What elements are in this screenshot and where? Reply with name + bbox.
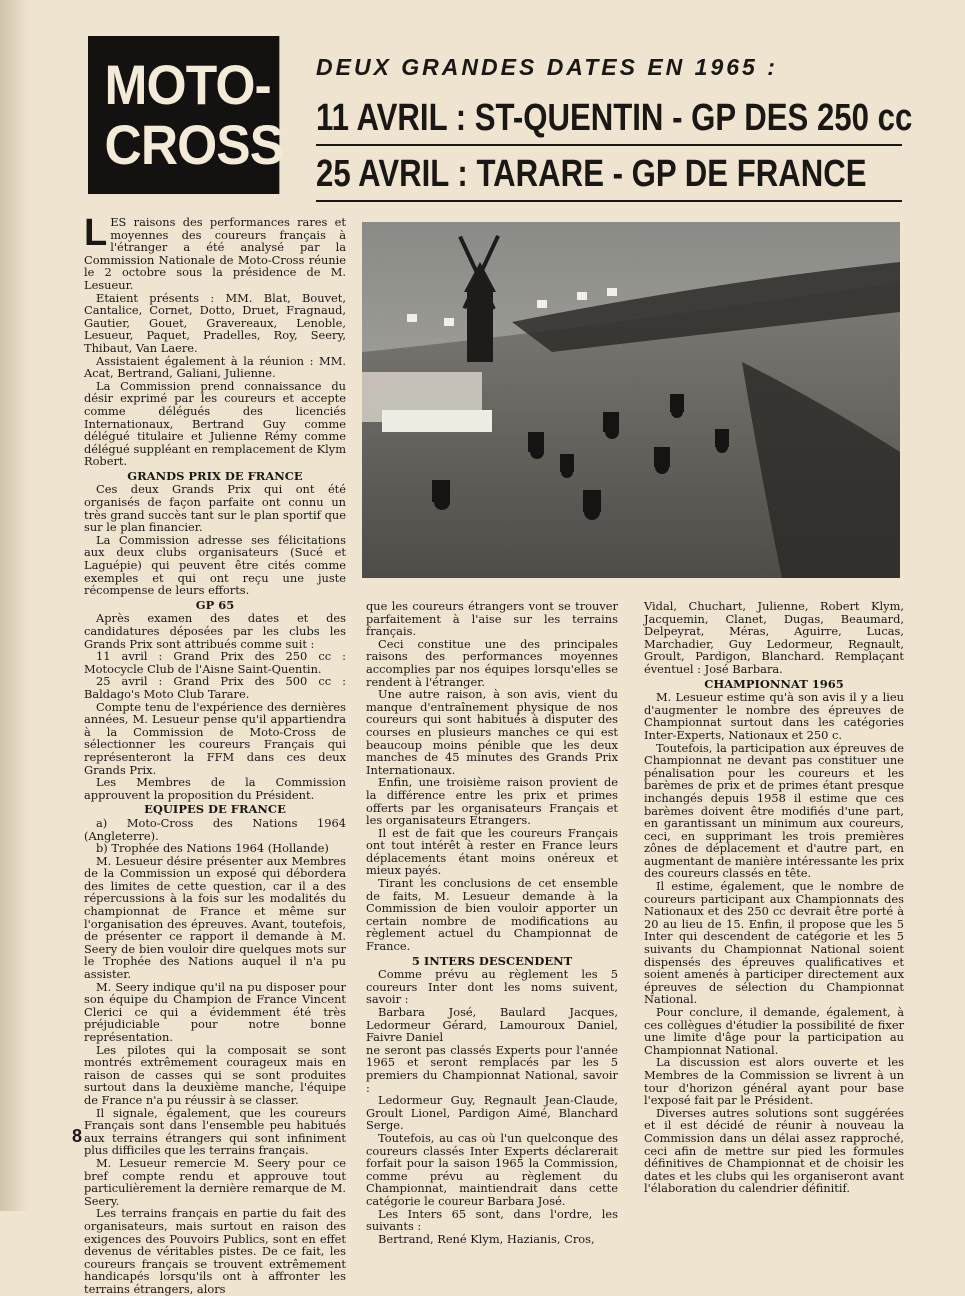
paragraph: 25 avril : Grand Prix des 500 cc : Baldago's Moto Club Tarare. <box>84 674 346 701</box>
headline-2: 25 AVRIL : TARARE - GP DE FRANCE <box>316 153 867 195</box>
paragraph: Il signale, également, que les coureurs Français sont dans l'ensemble peu habitués aux terrains étrangers qui sont infiniment plus difficiles que les terrains français. <box>84 1105 346 1158</box>
paragraph: 11 avril : Grand Prix des 250 cc : Motocycle Club de l'Aisne Saint-Quentin. <box>84 649 346 676</box>
paragraph: Les pilotes qui la composait se sont montrés extrêmement courageux mais en raison de casses qui se sont produites surtout dans la deuxième manche, l'équipe de France n'a pu réussir à se classer. <box>84 1042 346 1107</box>
paragraph: b) Trophée des Nations 1964 (Hollande) <box>96 841 329 856</box>
paragraph: Ceci constitue une des principales raisons des performances moyennes accomplies par nos équipes lorsqu'elles se rendent à l'étranger. <box>366 636 618 689</box>
paragraph: Comme prévu au règlement les 5 coureurs Inter dont les noms suivent, savoir : <box>366 967 618 1007</box>
paragraph: Toutefois, au cas où l'un quelconque des coureurs classés Inter Experts déclarerait forfait pour la saison 1965 la Commission, comme prévu au règlement du Championnat, maintiendrait dans cette catégorie le coureur Barbara José. <box>366 1130 618 1208</box>
paragraph: Assistaient également à la réunion : MM. Acat, Bertrand, Galiani, Julienne. <box>84 353 346 381</box>
race-start-photo <box>362 222 900 578</box>
motocross-race-photo <box>362 222 900 578</box>
paragraph-text: ES raisons des performances rares et moyennes des coureurs français à l'étranger a été analysé par la Commission Nationale de Moto-Cross réunie le 2 octobre sous la présidence de M. Lesueur. <box>84 215 346 292</box>
section-heading: EQUIPES DE FRANCE <box>144 802 286 817</box>
paragraph: La discussion est alors ouverte et les Membres de la Commission se livrent à un tour d'horizon général ayant pour base l'exposé fait par le Président. <box>644 1055 904 1108</box>
moto-cross-logo <box>88 36 284 194</box>
headline-rule-2 <box>316 200 902 202</box>
paragraph: La Commission adresse ses félicitations aux deux clubs organisateurs (Sucé et Laguépie) qui peuvent être cités comme exemples et qui ont reçu une juste récompense de leurs efforts. <box>84 532 346 598</box>
paragraph: Vidal, Chuchart, Julienne, Robert Klym, Jacquemin, Clanet, Dugas, Beaumard, Delpeyrat, Méras, Aguirre, Lucas, Marchadier, Guy Ledormeur, Regnault, Groult, Pardigon, Blanchard. Remplaçant éventuel : José Barbara. <box>644 599 904 676</box>
paragraph: Etaient présents : MM. Blat, Bouvet, Cantalice, Cornet, Dotto, Druet, Fragnaud, Gautier, Gouet, Gravereaux, Lenoble, Lesueur, Paquet, Pradelles, Roy, Seery, Thibaut, Van Laere. <box>84 290 346 355</box>
paragraph: que les coureurs étrangers vont se trouver parfaitement à l'aise sur les terrains français. <box>366 599 618 639</box>
dropcap: L <box>84 212 108 254</box>
paragraph: a) Moto-Cross des Nations 1964 (Angleterre). <box>84 815 346 843</box>
section-heading: GP 65 <box>195 597 235 612</box>
headline-rule-1 <box>316 144 902 146</box>
section-heading: GRANDS PRIX DE FRANCE <box>127 468 303 483</box>
subheadline: DEUX GRANDES DATES EN 1965 : <box>316 54 778 80</box>
paragraph: M. Lesueur estime qu'à son avis il y a lieu d'augmenter le nombre des épreuves de Championnat surtout dans les catégories Inter-Experts, Nationaux et 250 c. <box>644 690 904 742</box>
paragraph: Les Inters 65 sont, dans l'ordre, les suivants : <box>366 1206 618 1234</box>
paragraph: M. Lesueur remercie M. Seery pour ce bref compte rendu et approuve tout particulièrement la dernière remarque de M. Seery. <box>84 1155 346 1208</box>
logo-line-2: CROSS <box>104 113 284 176</box>
paragraph: Barbara José, Baulard Jacques, Ledormeur Gérard, Lamouroux Daniel, Faivre Daniel <box>366 1005 618 1045</box>
paragraph: Pour conclure, il demande, également, à ces collègues d'étudier la possibilité de fixer une limite d'âge pour la participation au Championnat National. <box>644 1005 904 1057</box>
paragraph: Il est de fait que les coureurs Français ont tout intérêt à rester en France leurs déplacements étant moins onéreux et mieux payés. <box>366 825 618 878</box>
paragraph: Ledormeur Guy, Regnault Jean-Claude, Groult Lionel, Pardigon Aimé, Blanchard Serge. <box>366 1093 618 1133</box>
paragraph: M. Lesueur désire présenter aux Membres de la Commission un exposé qui débordera des limites de cette question, car il a des répercussions à la fois sur les modalités du championnat de France et même sur l'organisation des épreuves. Avant, toutefois, de présenter ce rapport il demande à M. Seery de bien vouloir dire quelques mots sur le Trophée des Nations auquel il n'a pu assister. <box>84 853 346 982</box>
paragraph <box>84 212 346 292</box>
page-number: 8 <box>72 1126 83 1146</box>
paragraph: Diverses autres solutions sont suggérées et il est décidé de réunir à nouveau la Commission dans un délai assez rapproché, ceci afin de mettre sur pied les formules définitives de Championnat et de choisir les dates et les clubs qui les organiseront avant l'élaboration du calendrier définitif. <box>644 1105 904 1196</box>
paragraph: Ces deux Grands Prix qui ont été organisés de façon parfaite ont connu un très grand succès tant sur le plan sportif que sur le plan financier. <box>84 482 346 535</box>
paragraph: Il estime, également, que le nombre de coureurs participant aux Championnats des Nationaux et des 250 cc devrait être porté à 20 au lieu de 15. Enfin, il propose que les 5 Inter qui descendent de catégorie et les 5 suivants du Championnat National soient dispensés des épreuves qualificatives et soient amenés à participer directement aux épreuves de sélection du Championnat National. <box>644 879 904 1007</box>
page-binding-shadow <box>0 0 30 1211</box>
paragraph: Tirant les conclusions de cet ensemble de faits, M. Lesueur demande à la Commission de bien vouloir apporter un certain nombre de modifications au règlement actuel du Championnat de France. <box>366 876 618 954</box>
paragraph: Bertrand, René Klym, Hazianis, Cros, <box>378 1231 595 1246</box>
logo-line-1: MOTO- <box>104 53 271 116</box>
article-column-3 <box>644 599 904 1196</box>
section-heading: CHAMPIONNAT 1965 <box>704 676 844 691</box>
article-column-2 <box>366 599 618 1246</box>
paragraph: M. Seery indique qu'il na pu disposer pour son équipe du Champion de France Vincent Clerici ce qui a évidemment été très préjudiciable pour notre bonne représentation. <box>84 979 346 1044</box>
paragraph: Les Membres de la Commission approuvent la proposition du Président. <box>84 775 346 802</box>
paragraph: Une autre raison, à son avis, vient du manque d'entraînement physique de nos coureurs qui sont habitués à disputer des courses en plusieurs manches ce qui est beaucoup moins pénible que les deux manches de 45 minutes des Grands Prix Internationaux. <box>366 687 618 777</box>
paragraph: Les terrains français en partie du fait des organisateurs, mais surtout en raison des exigences des Pouvoirs Publics, sont en effet devenus de véritables pistes. De ce fait, les coureurs français se trouvent extrêmement handicapés lorsqu'ils ont à affronter les terrains étrangers, alors <box>84 1206 346 1296</box>
paragraph: ne seront pas classés Experts pour l'année 1965 et seront remplacés par les 5 premiers du Championnat National, savoir : <box>366 1042 618 1095</box>
article-column-1 <box>84 212 346 1296</box>
paragraph: Compte tenu de l'expérience des dernières années, M. Lesueur pense qu'il appartiendra à la Commission de Moto-Cross de sélectionner les coureurs Français qui représenteront la FFM dans ces deux Grands Prix. <box>84 699 346 777</box>
paragraph: Après examen des dates et des candidatures déposées par les clubs les Grands Prix sont attribués comme suit : <box>84 611 346 651</box>
paragraph: Toutefois, la participation aux épreuves de Championnat ne devant pas constituer une pénalisation pour les coureurs et les barèmes de prix et de primes étant presque inchangés depuis 1958 il estime que ces barèmes doivent être modifiés d'une part, en garantissant un minimum aux coureurs, ceci, en supprimant les trois premières zônes de déplacement et d'autre part, en augmentant de manière intéressante les prix des coureurs classés en tête. <box>644 740 904 881</box>
paragraph: Enfin, une troisième raison provient de la différence entre les prix et primes offerts par les organisateurs Français et les organisateurs Etrangers. <box>366 775 618 828</box>
paragraph: La Commission prend connaissance du désir exprimé par les coureurs et accepte comme délégués des licenciés Internationaux, Bertrand Guy comme délégué titulaire et Julienne Rémy comme délégué suppléant en remplacement de Klym Robert. <box>84 378 346 469</box>
headline-1: 11 AVRIL : ST-QUENTIN - GP DES 250 cc <box>316 97 913 139</box>
section-heading: 5 INTERS DESCENDENT <box>411 953 573 968</box>
